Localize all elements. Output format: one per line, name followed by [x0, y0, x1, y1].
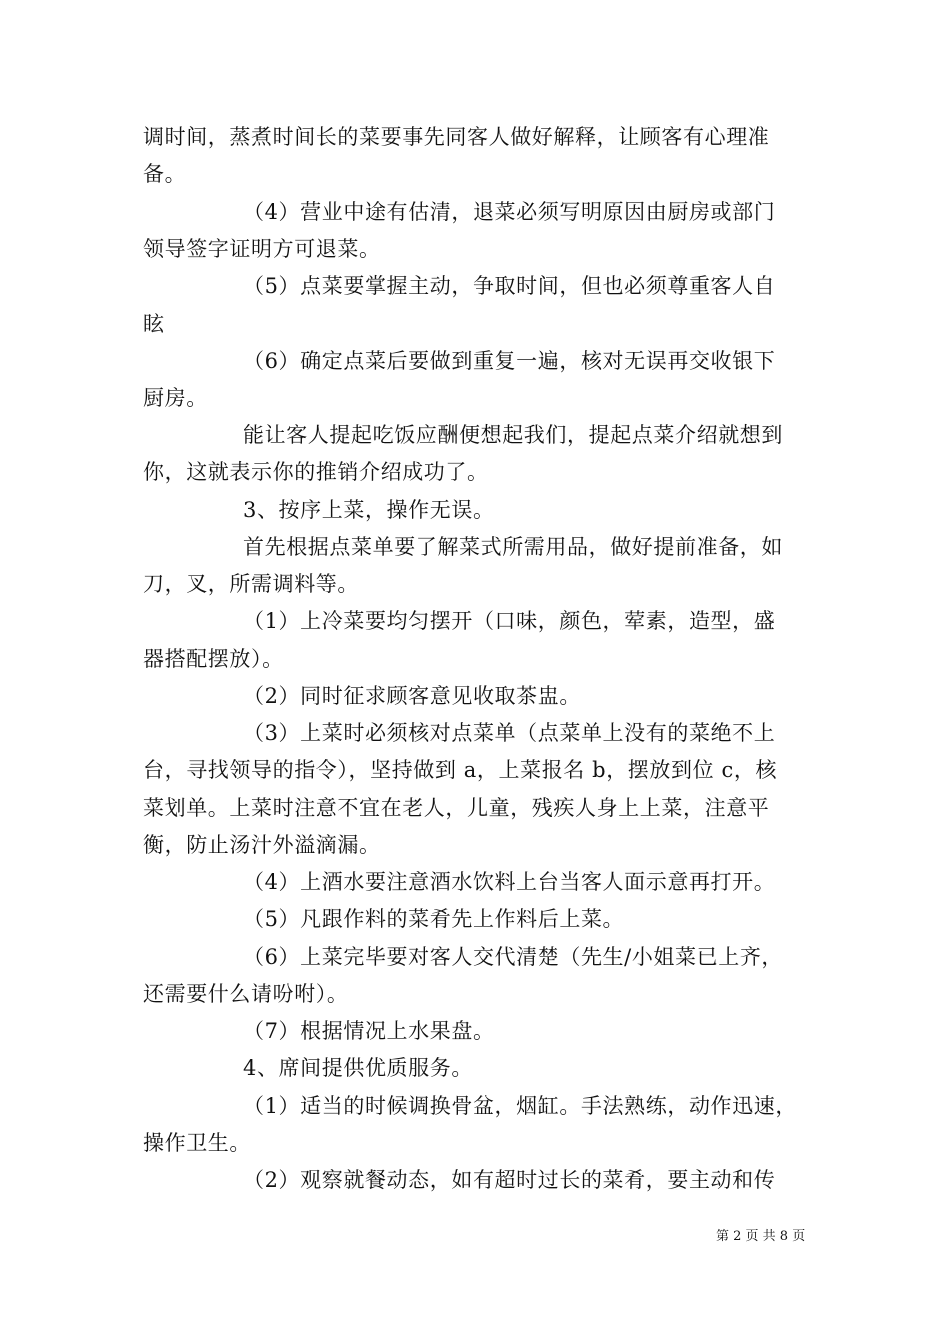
text-line: （2）观察就餐动态，如有超时过长的菜肴，要主动和传	[243, 1168, 776, 1192]
text-line: （1）上冷菜要均匀摆开（口味，颜色，荤素，造型，盛	[243, 609, 776, 633]
text-line: 刀，叉，所需调料等。	[143, 572, 359, 596]
text-line: 眩	[143, 312, 165, 336]
text-line: 能让客人提起吃饭应酬便想起我们，提起点菜介绍就想到	[243, 423, 783, 447]
text-line: 4、席间提供优质服务。	[243, 1056, 473, 1080]
text-line: （4）上酒水要注意酒水饮料上台当客人面示意再打开。	[243, 870, 776, 894]
text-line: 器搭配摆放）。	[143, 647, 284, 671]
text-line: （6）确定点菜后要做到重复一遍，核对无误再交收银下	[243, 349, 776, 373]
text-line: 3、按序上菜，操作无误。	[243, 498, 495, 522]
text-line: 你，这就表示你的推销介绍成功了。	[143, 460, 489, 484]
text-line: 还需要什么请吩咐）。	[143, 982, 349, 1006]
text-line: （6）上菜完毕要对客人交代清楚（先生/小姐菜已上齐，	[243, 945, 784, 969]
text-line: 备。	[143, 162, 187, 186]
text-line: 操作卫生。	[143, 1131, 251, 1155]
text-line: 首先根据点菜单要了解菜式所需用品，做好提前准备，如	[243, 535, 783, 559]
text-line: （1）适当的时候调换骨盆，烟缸。手法熟练，动作迅速，	[243, 1094, 797, 1118]
text-line: 调时间，蒸煮时间长的菜要事先同客人做好解释，让顾客有心理准	[143, 125, 770, 149]
text-line: （5）凡跟作料的菜肴先上作料后上菜。	[243, 907, 625, 931]
text-line: 衡，防止汤汁外溢滴漏。	[143, 833, 381, 857]
text-line: 领导签字证明方可退菜。	[143, 237, 381, 261]
text-line: （5）点菜要掌握主动，争取时间，但也必须尊重客人自	[243, 274, 776, 298]
text-line: （4）营业中途有估清，退菜必须写明原因由厨房或部门	[243, 200, 776, 224]
text-line: 菜划单。上菜时注意不宜在老人，儿童，残疾人身上上菜，注意平	[143, 796, 770, 820]
text-line: （3）上菜时必须核对点菜单（点菜单上没有的菜绝不上	[243, 721, 776, 745]
text-line: （7）根据情况上水果盘。	[243, 1019, 495, 1043]
text-line: 台，寻找领导的指令），坚持做到 a，上菜报名 b，摆放到位 c，核	[143, 758, 778, 782]
text-line: （2）同时征求顾客意见收取茶盅。	[243, 684, 581, 708]
page-number-footer: 第 2 页 共 8 页	[716, 1229, 806, 1244]
text-line: 厨房。	[143, 386, 208, 410]
